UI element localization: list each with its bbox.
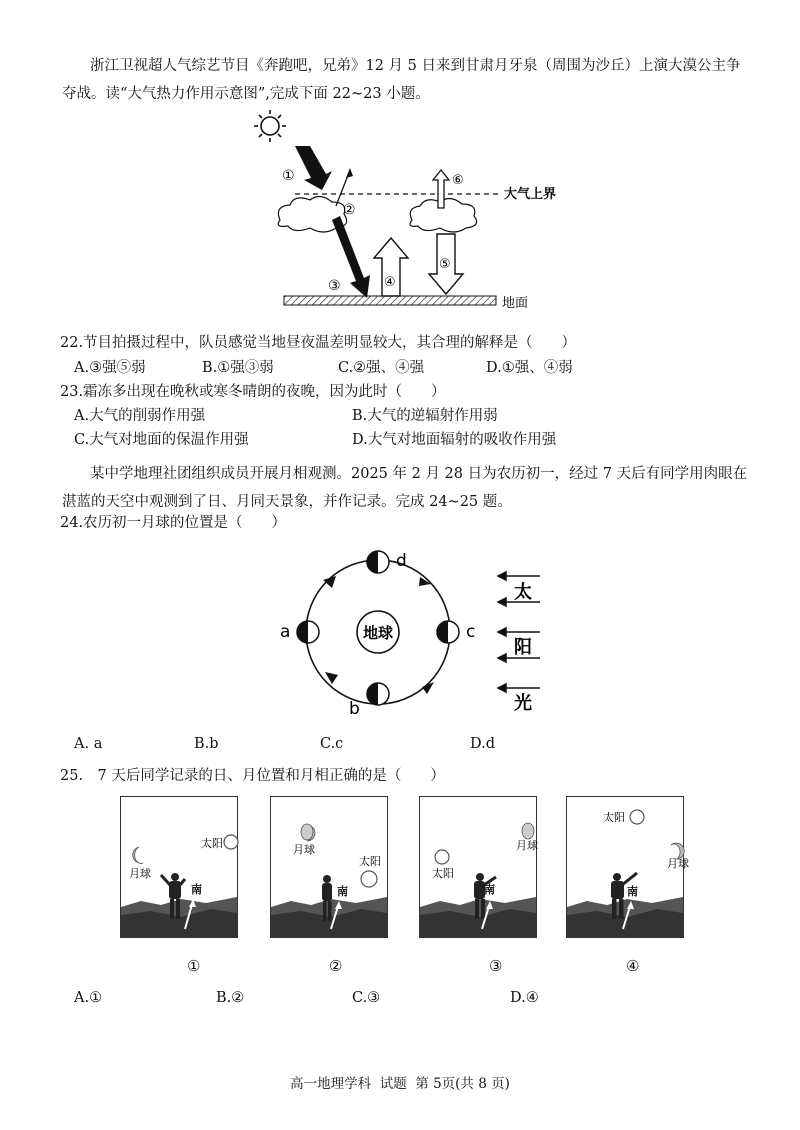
q24-option-b: B.b bbox=[194, 736, 219, 752]
moon-b bbox=[367, 683, 389, 705]
sun-circle bbox=[361, 871, 377, 887]
label-3: ③ bbox=[328, 278, 341, 294]
scene-number-3: ③ bbox=[489, 957, 503, 975]
q25-option-c: C.③ bbox=[352, 990, 381, 1006]
q23-option-c: C.大气对地面的保温作用强 bbox=[74, 432, 249, 448]
q22-option-c: C.②强、④强 bbox=[338, 360, 425, 376]
page-footer: 高一地理学科 试题 第 5页(共 8 页) bbox=[290, 1076, 510, 1092]
sun-label: 太阳 bbox=[603, 811, 625, 824]
question-24-stem: 24.农历初一月球的位置是（ ） bbox=[60, 515, 287, 531]
question-22-stem: 22.节目拍摄过程中，队员感觉当地昼夜温差明显较大，其合理的解释是（ ） bbox=[60, 335, 577, 351]
label-c: c bbox=[466, 622, 476, 642]
scene-number-4: ④ bbox=[626, 957, 640, 975]
earth-label: 地球 bbox=[362, 624, 394, 642]
moon-a bbox=[297, 621, 319, 643]
question-23-stem: 23.霜冻多出现在晚秋或寒冬晴朗的夜晚，因为此时（ ） bbox=[60, 384, 446, 400]
label-6: ⑥ bbox=[452, 173, 464, 188]
q24-option-a: A. a bbox=[74, 736, 103, 752]
sun-circle bbox=[435, 850, 449, 864]
q23-option-a: A.大气的削弱作用强 bbox=[74, 408, 206, 424]
label-2: ② bbox=[343, 202, 356, 218]
moon-label: 月球 bbox=[516, 839, 538, 852]
sun-icon bbox=[254, 110, 286, 142]
scene-3 bbox=[419, 796, 537, 938]
q25-option-a: A.① bbox=[74, 990, 103, 1006]
moon-disc bbox=[522, 823, 534, 839]
ground-label: 地面 bbox=[502, 296, 529, 311]
atmosphere-top-label: 大气上界 bbox=[504, 187, 557, 202]
q23-option-d: D.大气对地面辐射的吸收作用强 bbox=[352, 432, 557, 448]
q22-option-a: A.③强⑤弱 bbox=[74, 360, 146, 376]
q23-option-b: B.大气的逆辐射作用弱 bbox=[352, 408, 498, 424]
q25-option-d: D.④ bbox=[510, 990, 539, 1006]
q22-option-b: B.①强③弱 bbox=[202, 360, 274, 376]
scene-2 bbox=[270, 796, 388, 938]
q24-option-d: D.d bbox=[470, 736, 495, 752]
south-label: 南 bbox=[191, 883, 202, 896]
sunlight-char-2: 阳 bbox=[514, 637, 532, 658]
label-5: ⑤ bbox=[439, 257, 451, 272]
label-d: d bbox=[396, 551, 407, 571]
moon-label: 月球 bbox=[293, 843, 315, 856]
label-4: ④ bbox=[384, 275, 396, 290]
scene-4 bbox=[566, 796, 689, 938]
intro-paragraph-2: 某中学地理社团组织成员开展月相观测。2025 年 2 月 28 日为农历初一，经过 7 天后有同学用肉眼在湛蓝的天空中观测到了日、月同天景象，并作记录。完成 24~25 题。 bbox=[62, 466, 748, 510]
label-a: a bbox=[280, 622, 291, 642]
scene-number-1: ① bbox=[187, 957, 201, 975]
south-label: 南 bbox=[337, 885, 348, 898]
ground-surface bbox=[284, 296, 496, 305]
sun-circle bbox=[224, 835, 238, 849]
intro-paragraph-1: 浙江卫视超人气综艺节目《奔跑吧，兄弟》12 月 5 日来到甘肃月牙泉（周围为沙丘）上演大漠公主争夺战。读“大气热力作用示意图”,完成下面 22~23 小题。 bbox=[62, 58, 741, 102]
label-b: b bbox=[349, 699, 360, 719]
label-1: ① bbox=[282, 168, 295, 184]
sunlight-char-1: 太 bbox=[514, 582, 532, 603]
scene-number-2: ② bbox=[329, 957, 343, 975]
moon-c bbox=[437, 621, 459, 643]
moon-d bbox=[367, 551, 389, 573]
arrow-1-solar-radiation bbox=[295, 146, 332, 190]
south-label: 南 bbox=[484, 883, 495, 896]
moon-label: 月球 bbox=[129, 867, 151, 880]
moon-label: 月球 bbox=[667, 857, 689, 870]
q24-option-c: C.c bbox=[320, 736, 344, 752]
sun-label: 太阳 bbox=[359, 855, 381, 868]
q22-option-d: D.①强、④弱 bbox=[486, 360, 573, 376]
sun-label: 太阳 bbox=[432, 867, 454, 880]
moon-crescent bbox=[133, 847, 143, 863]
sun-label: 太阳 bbox=[201, 837, 223, 850]
q25-option-b: B.② bbox=[216, 990, 245, 1006]
question-25-stem: 25. 7 天后同学记录的日、月位置和月相正确的是（ ） bbox=[60, 768, 445, 784]
moon-disc bbox=[301, 824, 313, 840]
atmosphere-heat-diagram bbox=[240, 108, 557, 318]
scene-1 bbox=[120, 796, 238, 938]
moon-orbit-diagram bbox=[270, 544, 560, 720]
south-label: 南 bbox=[627, 885, 638, 898]
arrow-2-head bbox=[346, 168, 353, 178]
sun-circle bbox=[630, 810, 644, 824]
sunlight-char-3: 光 bbox=[514, 693, 532, 714]
